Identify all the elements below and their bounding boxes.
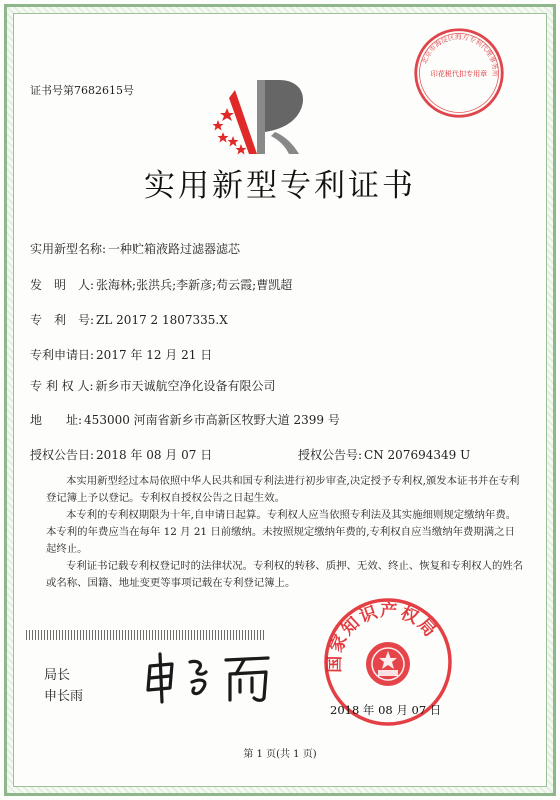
field-address-label: 地 址: xyxy=(30,413,83,427)
field-grant-date xyxy=(30,446,212,463)
field-grant-number-value: CN 207694349 U xyxy=(364,448,471,462)
page-number: 第 1 页(共 1 页) xyxy=(243,749,317,760)
field-patentee xyxy=(30,377,276,394)
field-grant-number xyxy=(298,446,470,463)
tax-seal-arc-text: 北京市海淀区海方专利代理事务所 xyxy=(420,33,499,77)
field-grant-date-value: 2018 年 08 月 07 日 xyxy=(96,448,213,462)
field-patent-number xyxy=(30,311,228,328)
field-patent-number-value: ZL 2017 2 1807335.X xyxy=(96,313,228,327)
field-filing-date xyxy=(30,346,212,363)
tax-seal-sub-text: 印花税代扣专用章 xyxy=(430,68,488,78)
certificate-title: 实用新型专利证书 xyxy=(144,168,416,204)
certificate-number: 证书号第7682615号 xyxy=(30,84,134,97)
field-patentee-label: 专 利 权 人: xyxy=(30,379,94,393)
director-signature xyxy=(140,648,290,708)
director-title: 局长 xyxy=(44,668,71,683)
legal-text xyxy=(46,473,524,592)
field-inventors xyxy=(30,276,292,293)
field-filing-date-label: 专利申请日: xyxy=(30,348,95,362)
field-patent-number-label: 专 利 号: xyxy=(30,313,95,327)
field-filing-date-value: 2017 年 12 月 21 日 xyxy=(96,348,213,362)
national-emblem-icon xyxy=(366,642,410,686)
field-inventors-label: 发 明 人: xyxy=(30,278,95,292)
field-address xyxy=(30,411,340,428)
barcode-strip xyxy=(26,630,266,640)
tax-stamp-seal xyxy=(412,26,506,120)
legal-paragraph-3: 专利证书记载专利权登记时的法律状况。专利权的转移、质押、无效、终止、恢复和专利权人的姓名或名称、国籍、地址变更等事项记载在专利登记簿上。 xyxy=(46,560,524,589)
director-name: 申长雨 xyxy=(44,689,84,704)
field-name xyxy=(30,240,240,257)
legal-paragraph-2: 本专利的专利权期限为十年,自申请日起算。专利权人应当依照专利法及其实施细则规定缴纳年费。本专利的年费应当在每年 12 月 21 日前缴纳。未按照规定缴纳年费的,专利权自应当缴纳年费期满之日起终止。 xyxy=(46,509,517,555)
field-grant-date-label: 授权公告日: xyxy=(30,448,95,462)
field-inventors-value: 张海林;张洪兵;李新彦;苟云霞;曹凯超 xyxy=(96,278,293,292)
field-name-label: 实用新型名称: xyxy=(30,242,107,256)
field-name-value: 一种贮箱液路过滤器滤芯 xyxy=(108,242,241,256)
field-address-value: 453000 河南省新乡市高新区牧野大道 2399 号 xyxy=(84,413,340,427)
seal-arc-text: 国家知识产权局 xyxy=(324,600,441,674)
seal-date: 2018 年 08 月 07 日 xyxy=(330,703,442,717)
field-patentee-value: 新乡市天诚航空净化设备有限公司 xyxy=(95,379,276,393)
legal-paragraph-1: 本实用新型经过本局依照中华人民共和国专利法进行初步审查,决定授予专利权,颁发本证书并在专利登记簿上予以登记。专利权自授权公告之日起生效。 xyxy=(46,475,520,504)
patent-office-logo xyxy=(205,70,335,160)
field-grant-number-label: 授权公告号: xyxy=(298,448,363,462)
